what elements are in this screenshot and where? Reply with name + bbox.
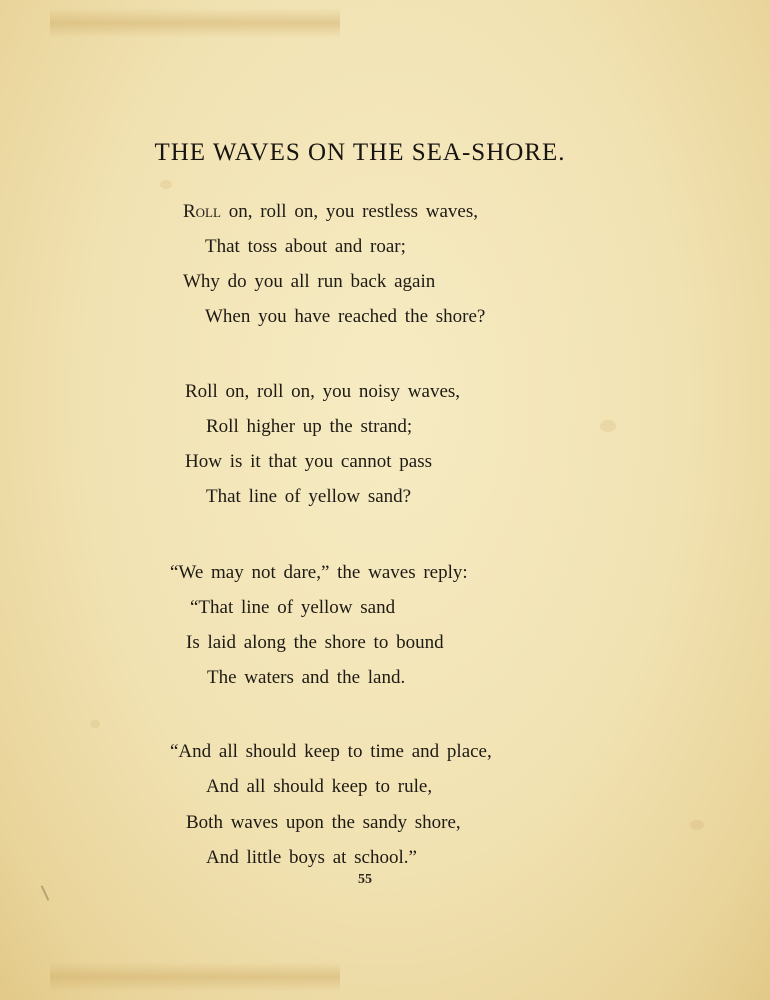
poem-line: And all should keep to rule,: [206, 776, 433, 797]
poem-line-rest: on, roll on, you restless waves,: [220, 201, 479, 222]
poem-line: “That line of yellow sand: [190, 597, 396, 618]
paper-stain: [160, 180, 172, 189]
paper-stain: [90, 720, 100, 728]
poem-title: THE WAVES ON THE SEA-SHORE.: [154, 139, 566, 166]
bottom-binding-strip: [50, 962, 340, 992]
poem-line: And little boys at school.”: [206, 847, 417, 868]
poem-line: That toss about and roar;: [205, 236, 406, 257]
poem-line: Both waves upon the sandy shore,: [186, 812, 461, 833]
top-binding-strip: [50, 8, 340, 38]
paper-stain: [600, 420, 616, 432]
poem-line: Is laid along the shore to bound: [186, 632, 444, 653]
poem-line: How is it that you cannot pass: [185, 451, 433, 472]
poem-line: [183, 200, 478, 224]
poem-line: The waters and the land.: [207, 667, 406, 688]
poem-first-word: Roll: [183, 201, 221, 222]
poem-line: When you have reached the shore?: [205, 306, 486, 327]
page-number: 55: [358, 872, 372, 887]
poem-line: “And all should keep to time and place,: [170, 741, 492, 762]
poem-line: Roll higher up the strand;: [206, 416, 413, 437]
paper-stain: [690, 820, 704, 830]
poem-line: “We may not dare,” the waves reply:: [170, 562, 468, 583]
poem-line: That line of yellow sand?: [206, 486, 412, 507]
poem-line: Why do you all run back again: [183, 271, 436, 292]
poem-line: Roll on, roll on, you noisy waves,: [185, 381, 461, 402]
